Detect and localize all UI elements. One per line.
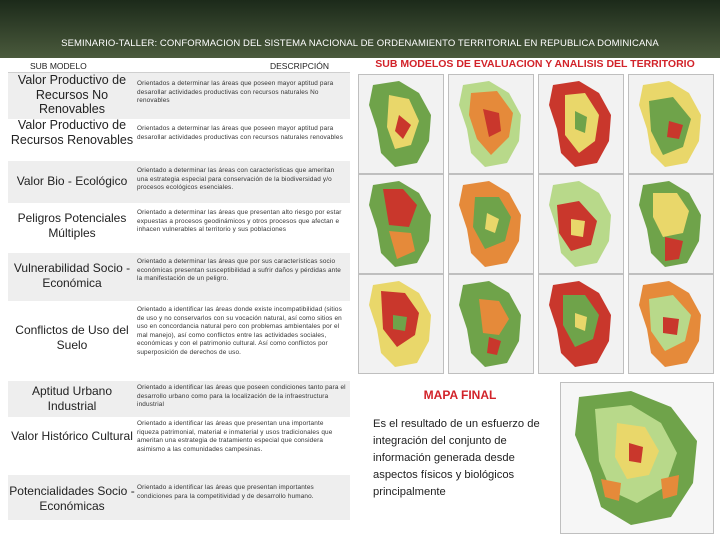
sub-model-map bbox=[538, 174, 624, 274]
header-band bbox=[0, 0, 720, 58]
row-model-label: Aptitud Urbano Industrial bbox=[31, 384, 113, 413]
sub-models-title: SUB MODELOS DE EVALUACION Y ANALISIS DEL TERRITORIO bbox=[375, 58, 695, 70]
table-row bbox=[8, 417, 350, 475]
final-map-description: Es el resultado de un esfuerzo de integración del conjunto de información generada desde aspectos físicos y biológicos principalmente bbox=[373, 418, 540, 498]
table-row bbox=[8, 253, 350, 301]
row-description: Orientado a identificar las áreas que poseen condiciones tanto para el desarrollo urbano como para la localización de la infraestructura industrial bbox=[137, 384, 346, 409]
sub-model-map bbox=[358, 174, 444, 274]
row-model-label: Potencialidades Socio - Económicas bbox=[9, 484, 135, 513]
sub-model-map bbox=[538, 74, 624, 174]
row-description: Orientado a identificar las áreas que presentan una importante riqueza patrimonial, material e inmaterial y usos tradicionales que ameritan una estrategia de tratamiento especial que considera asimismo a las comunidades campesinas. bbox=[137, 420, 333, 453]
row-description: Orientado a determinar las áreas que presentan alto riesgo por estar expuestas a procesos geodinámicos y otros procesos que afectan e inhacen vulnerables al territorio y sus poblaciones bbox=[137, 209, 342, 234]
table-row bbox=[8, 475, 350, 520]
sub-model-map bbox=[628, 74, 714, 174]
final-map-title: MAPA FINAL bbox=[423, 388, 497, 402]
column-header-description: DESCRIPCIÓN bbox=[270, 61, 330, 71]
row-description: Orientado a determinar las áreas con características que ameritan una estrategia especial para conservación de la biodiversidad y/o procesos ecológicos esenciales. bbox=[137, 167, 335, 192]
table-row bbox=[8, 203, 350, 253]
row-description: Orientados a determinar las áreas que poseen mayor aptitud para desarollar actividades productivas con recursos naturales No renovables bbox=[137, 80, 334, 105]
sub-model-map bbox=[538, 274, 624, 374]
row-description: Orientado a identificar las áreas que presentan importantes condiciones para la competitividad y de desarrollo humano. bbox=[137, 484, 314, 500]
table-row bbox=[8, 381, 350, 417]
row-model-label: Valor Productivo de Recursos Renovables bbox=[10, 118, 134, 147]
column-header-model: SUB MODELO bbox=[30, 61, 87, 71]
sub-model-map bbox=[358, 274, 444, 374]
row-model-label: Valor Histórico Cultural bbox=[11, 429, 133, 443]
row-model-label: Conflictos de Uso del Suelo bbox=[15, 323, 129, 352]
row-model-label: Vulnerabilidad Socio - Económica bbox=[13, 261, 131, 290]
table-row bbox=[8, 301, 350, 381]
table-row bbox=[8, 119, 350, 161]
row-model-label: Peligros Potenciales Múltiples bbox=[17, 211, 127, 240]
sub-model-map bbox=[448, 274, 534, 374]
sub-model-map-grid bbox=[358, 74, 714, 370]
table-row bbox=[8, 161, 350, 203]
row-model-label: Valor Bio - Ecológico bbox=[16, 174, 128, 188]
row-model-label: Valor Productivo de Recursos No Renovables bbox=[17, 73, 127, 116]
row-description: Orientado a determinar las áreas que por sus características socio económicas presentan susceptibilidad a sufrir daños y pérdidas ante la manifestación de un peligro. bbox=[137, 258, 342, 283]
table-row bbox=[8, 73, 350, 119]
sub-model-map bbox=[358, 74, 444, 174]
sub-model-map bbox=[628, 174, 714, 274]
page-title: SEMINARIO-TALLER: CONFORMACION DEL SISTEMA NACIONAL DE ORDENAMIENTO TERRITORIAL EN REPUBLICA DOMINICANA bbox=[61, 38, 659, 49]
sub-model-map bbox=[448, 74, 534, 174]
row-description: Orientados a determinar las áreas que poseen mayor aptitud para desarollar actividades productivas con recursos naturales renovables bbox=[137, 125, 343, 141]
row-description: Orientado a identificar las áreas donde existe incompatibilidad (sitios de uso y no conservarlos con su vocación natural, así como sitios en uso en concordancia natural pero con problemas ambientales por el mal manejo), así como conflictos entre las actividades sociales, económicas y con el patrimonio cultural. Así como conflictos por superposición de derechos de uso. bbox=[137, 306, 342, 356]
sub-model-map bbox=[628, 274, 714, 374]
sub-model-map bbox=[448, 174, 534, 274]
final-map-image bbox=[560, 382, 714, 534]
